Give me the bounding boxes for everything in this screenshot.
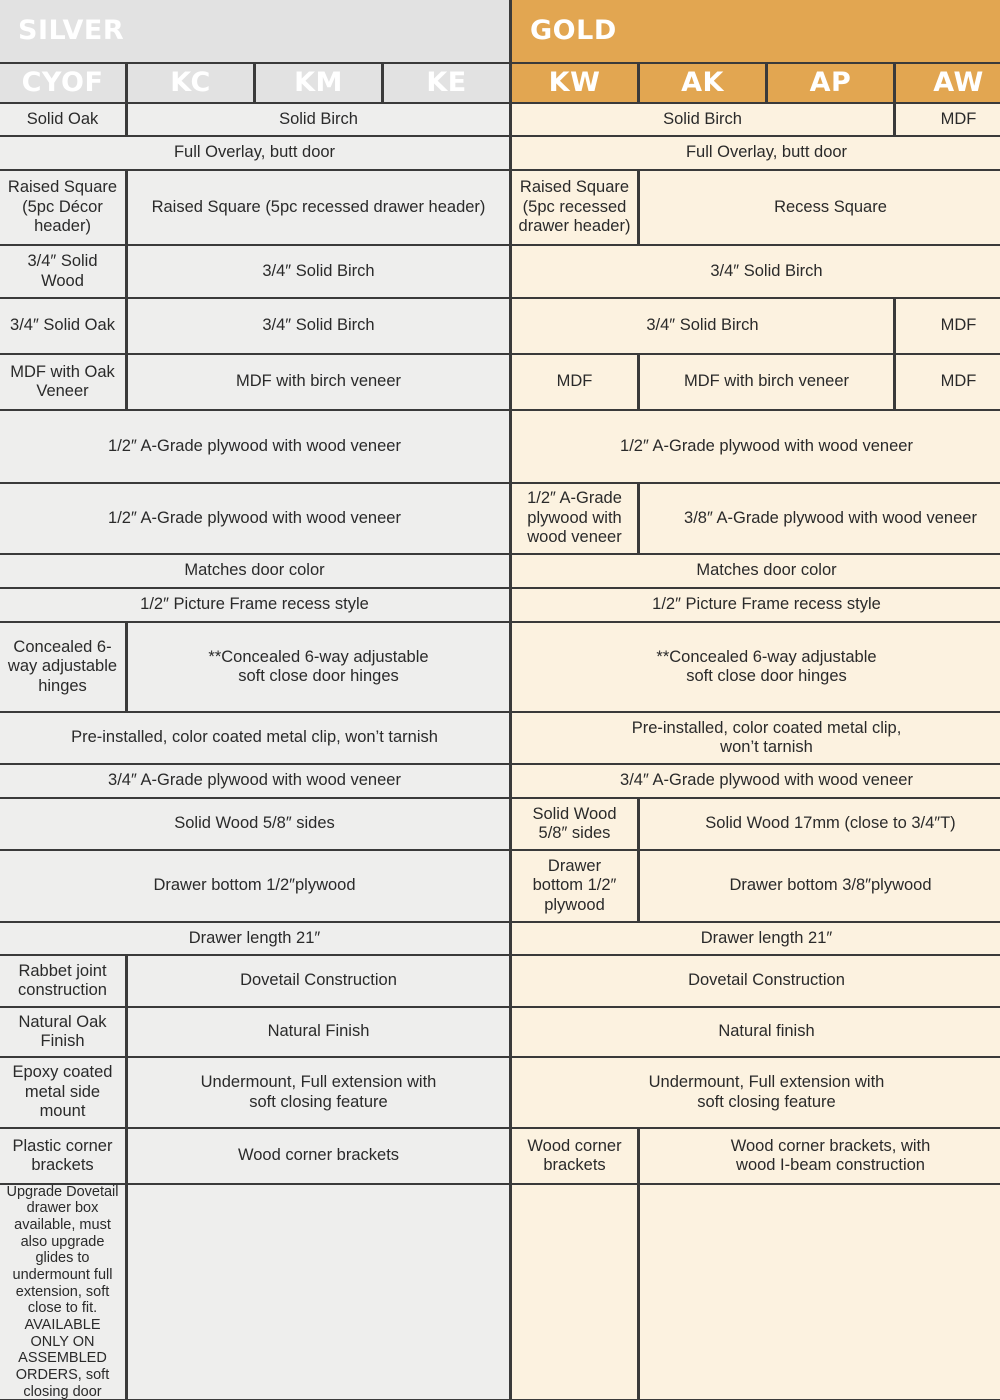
table-cell: Dovetail Construction bbox=[128, 956, 509, 1006]
table-cell: 3/4″ Solid Birch bbox=[128, 299, 509, 353]
table-cell: Recess Square bbox=[640, 171, 1000, 244]
code-ap: AP bbox=[768, 64, 893, 102]
table-cell: Natural finish bbox=[512, 1008, 1000, 1056]
table-cell: 3/4″ Solid Birch bbox=[512, 299, 893, 353]
table-cell: 1/2″ A-Grade plywood with wood veneer bbox=[512, 484, 637, 553]
table-cell: **Concealed 6-way adjustable soft close door hinges bbox=[128, 623, 509, 711]
table-cell: 3/4″ Solid Birch bbox=[128, 246, 509, 297]
table-cell: MDF with birch veneer bbox=[640, 355, 893, 409]
table-cell: Drawer bottom 1/2″plywood bbox=[0, 851, 509, 921]
table-cell: MDF with birch veneer bbox=[128, 355, 509, 409]
table-cell: 3/4″ A-Grade plywood with wood veneer bbox=[512, 765, 1000, 797]
code-ke: KE bbox=[384, 64, 509, 102]
table-cell: 3/4″ Solid Oak bbox=[0, 299, 125, 353]
table-cell: MDF bbox=[896, 299, 1000, 353]
table-cell: MDF bbox=[896, 104, 1000, 135]
empty-cell bbox=[128, 1185, 509, 1399]
table-cell: Natural Finish bbox=[128, 1008, 509, 1056]
table-cell: Matches door color bbox=[512, 555, 1000, 587]
code-kw: KW bbox=[512, 64, 637, 102]
table-cell: MDF with Oak Veneer bbox=[0, 355, 125, 409]
table-cell: Pre-installed, color coated metal clip, won’t tarnish bbox=[512, 713, 1000, 763]
table-cell: Undermount, Full extension with soft closing feature bbox=[512, 1058, 1000, 1127]
code-ak: AK bbox=[640, 64, 765, 102]
table-cell: Raised Square (5pc recessed drawer header) bbox=[512, 171, 637, 244]
table-cell: 1/2″ A-Grade plywood with wood veneer bbox=[0, 484, 509, 553]
table-cell: Pre-installed, color coated metal clip, won’t tarnish bbox=[0, 713, 509, 763]
table-cell: Solid Wood 17mm (close to 3/4″T) bbox=[640, 799, 1000, 849]
table-cell: Solid Oak bbox=[0, 104, 125, 135]
table-cell: 3/4″ A-Grade plywood with wood veneer bbox=[0, 765, 509, 797]
gold-header: GOLD bbox=[512, 0, 1000, 62]
table-cell: Concealed 6-way adjustable hinges bbox=[0, 623, 125, 711]
table-cell: 3/4″ Solid Wood bbox=[0, 246, 125, 297]
table-cell: Matches door color bbox=[0, 555, 509, 587]
table-cell: Wood corner brackets bbox=[512, 1129, 637, 1183]
table-cell: Raised Square (5pc Décor header) bbox=[0, 171, 125, 244]
table-cell: MDF bbox=[896, 355, 1000, 409]
table-cell: Drawer bottom 1/2″ plywood bbox=[512, 851, 637, 921]
silver-header: SILVER bbox=[0, 0, 509, 62]
table-cell: Undermount, Full extension with soft closing feature bbox=[128, 1058, 509, 1127]
table-cell: Solid Wood 5/8″ sides bbox=[0, 799, 509, 849]
table-cell: Solid Birch bbox=[128, 104, 509, 135]
code-km: KM bbox=[256, 64, 381, 102]
table-cell: Drawer length 21″ bbox=[0, 923, 509, 954]
table-cell: 1/2″ Picture Frame recess style bbox=[0, 589, 509, 621]
table-cell: Drawer bottom 3/8″plywood bbox=[640, 851, 1000, 921]
code-kc: KC bbox=[128, 64, 253, 102]
table-cell: Solid Birch bbox=[512, 104, 893, 135]
table-cell: Wood corner brackets bbox=[128, 1129, 509, 1183]
table-cell: Plastic corner brackets bbox=[0, 1129, 125, 1183]
table-cell: Full Overlay, butt door bbox=[512, 137, 1000, 169]
table-cell: MDF bbox=[512, 355, 637, 409]
table-cell: Drawer length 21″ bbox=[512, 923, 1000, 954]
table-cell: Solid Wood 5/8″ sides bbox=[512, 799, 637, 849]
table-cell: Epoxy coated metal side mount bbox=[0, 1058, 125, 1127]
table-cell: Full Overlay, butt door bbox=[0, 137, 509, 169]
empty-cell bbox=[640, 1185, 1000, 1399]
table-cell: Wood corner brackets, with wood I-beam construction bbox=[640, 1129, 1000, 1183]
empty-cell bbox=[512, 1185, 637, 1399]
table-cell: 1/2″ A-Grade plywood with wood veneer bbox=[512, 411, 1000, 482]
table-cell: Rabbet joint construction bbox=[0, 956, 125, 1006]
table-cell: Natural Oak Finish bbox=[0, 1008, 125, 1056]
table-cell: Raised Square (5pc recessed drawer header) bbox=[128, 171, 509, 244]
table-cell: Upgrade Dovetail drawer box available, must also upgrade glides to undermount full extension, soft close to fit. AVAILABLE ONLY ON ASSEMBLED ORDERS, soft closing door bbox=[0, 1185, 125, 1399]
table-cell: Dovetail Construction bbox=[512, 956, 1000, 1006]
code-aw: AW bbox=[896, 64, 1000, 102]
table-cell: 3/8″ A-Grade plywood with wood veneer bbox=[640, 484, 1000, 553]
table-cell: **Concealed 6-way adjustable soft close door hinges bbox=[512, 623, 1000, 711]
table-cell: 3/4″ Solid Birch bbox=[512, 246, 1000, 297]
table-cell: 1/2″ A-Grade plywood with wood veneer bbox=[0, 411, 509, 482]
table-cell: 1/2″ Picture Frame recess style bbox=[512, 589, 1000, 621]
code-cyof: CYOF bbox=[0, 64, 125, 102]
